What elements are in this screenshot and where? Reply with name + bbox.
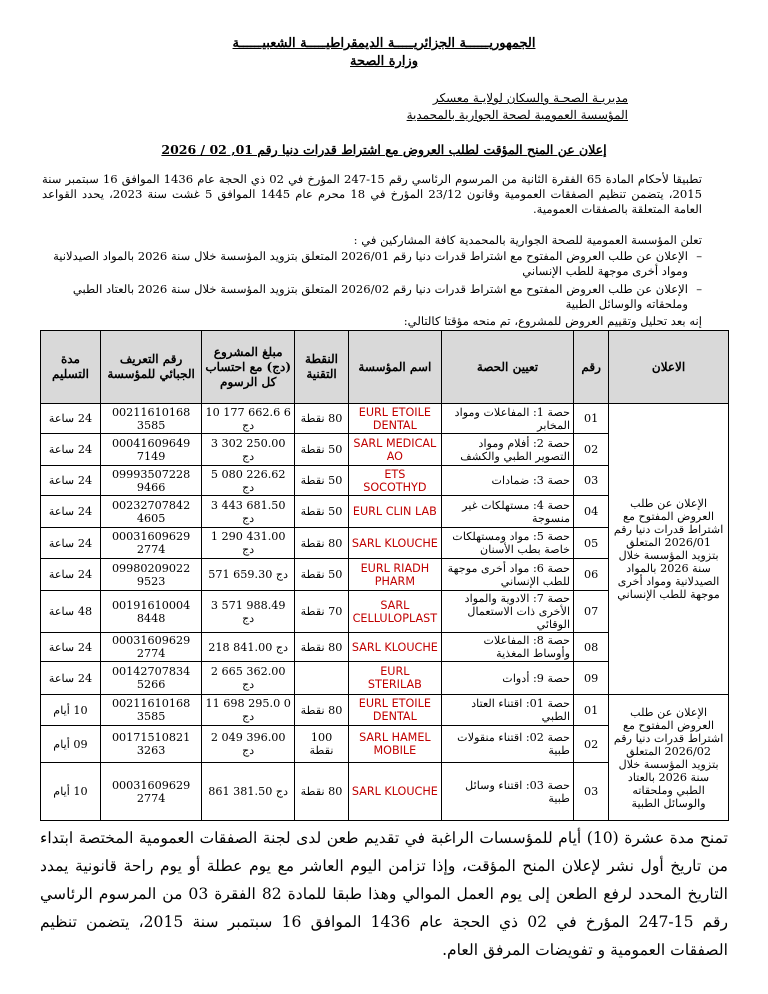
row-number: 03	[574, 466, 609, 496]
technical-score: 100 نقطة	[295, 726, 349, 763]
project-amount: 3 302 250.00 دج	[202, 434, 295, 466]
row-number: 09	[574, 662, 609, 695]
table-header-row	[41, 331, 729, 404]
lot-designation: حصة 8: المفاعلات وأوساط المغذية	[441, 633, 573, 662]
technical-score: 80 نقطة	[295, 633, 349, 662]
project-amount: 11 698 295.0 0 دج	[202, 695, 295, 726]
tax-id: 00031609629 2774	[100, 763, 201, 821]
technical-score: 80 نقطة	[295, 695, 349, 726]
tax-id: 00211610168 3585	[100, 695, 201, 726]
row-number: 01	[574, 695, 609, 726]
technical-score: 80 نقطة	[295, 404, 349, 434]
bullet-dash-icon: –	[696, 282, 702, 296]
row-number: 07	[574, 591, 609, 633]
company-name: EURL CLIN LAB	[348, 496, 441, 528]
delivery-time: 24 ساعة	[41, 434, 101, 466]
technical-score: 50 نقطة	[295, 496, 349, 528]
project-amount: 861 381.50 دج	[202, 763, 295, 821]
delivery-time: 10 أيام	[41, 763, 101, 821]
project-amount: 2 049 396.00 دج	[202, 726, 295, 763]
row-number: 02	[574, 434, 609, 466]
award-table	[40, 330, 729, 821]
technical-score: 80 نقطة	[295, 528, 349, 559]
delivery-time: 09 أيام	[41, 726, 101, 763]
row-number: 05	[574, 528, 609, 559]
project-amount: 3 571 988.49 دج	[202, 591, 295, 633]
tax-id: 09993507228 9466	[100, 466, 201, 496]
delivery-time: 24 ساعة	[41, 528, 101, 559]
lot-designation: حصة 6: مواد أخرى موجهة للطب الإنساني	[441, 559, 573, 591]
ministry-heading: وزارة الصحة	[350, 54, 418, 69]
lot-designation: حصة 02: اقتناء منقولات طبية	[441, 726, 573, 763]
row-number: 08	[574, 633, 609, 662]
project-amount: 218 841.00 دج	[202, 633, 295, 662]
tax-id: 00232707842 4605	[100, 496, 201, 528]
institution-line: المؤسسة العمومية لصحة الجوارية بالمحمدية	[406, 108, 628, 122]
project-amount: 10 177 662.6 6 دج	[202, 404, 295, 434]
table-row	[41, 404, 729, 434]
header-delivery: مدة التسليم	[41, 331, 101, 404]
project-amount: 3 443 681.50 دج	[202, 496, 295, 528]
table-row	[41, 695, 729, 726]
company-name: SARL KLOUCHE	[348, 763, 441, 821]
technical-score: 80 نقطة	[295, 763, 349, 821]
announcement-cell: الإعلان عن طلب العروض المفتوح مع اشتراط قدرات دنيا رقم 2026/01 المتعلق بتزويد المؤسسة خلال سنة 2026 بالمواد الصيدلانية ومواد أخرى موجهة للطب الإنساني	[609, 404, 729, 695]
row-number: 04	[574, 496, 609, 528]
header-nif: رقم التعريف الجبائي للمؤسسة	[100, 331, 201, 404]
company-name: SARL HAMEL MOBILE	[348, 726, 441, 763]
evaluation-line: إنه بعد تحليل وتقييم العروض للمشروع، تم منحه مؤقتا كالتالي:	[403, 314, 702, 328]
delivery-time: 24 ساعة	[41, 633, 101, 662]
tax-id: 00142707834 5266	[100, 662, 201, 695]
lot-designation: حصة 03: اقتناء وسائل طبية	[441, 763, 573, 821]
header-announcement: الاعلان	[609, 331, 729, 404]
header-score: النقطة التقنية	[295, 331, 349, 404]
lot-designation: حصة 7: الادوية والمواد الأخرى ذات الاستعمال الوقائي	[441, 591, 573, 633]
republic-heading: الجمهوريــــــة الجزائريـــــة الديمقراطيـــــة الشعبيــــــة	[232, 36, 536, 51]
bullet-item	[42, 282, 702, 312]
delivery-time: 24 ساعة	[41, 466, 101, 496]
header-lot: تعيين الحصة	[441, 331, 573, 404]
tax-id: 00031609629 2774	[100, 633, 201, 662]
delivery-time: 24 ساعة	[41, 404, 101, 434]
company-name: SARL CELLULOPLAST	[348, 591, 441, 633]
tax-id: 00041609649 7149	[100, 434, 201, 466]
lot-designation: حصة 01: اقتناء العتاد الطبي	[441, 695, 573, 726]
tax-id: 00031609629 2774	[100, 528, 201, 559]
tax-id: 00171510821 3263	[100, 726, 201, 763]
bullet-text: الإعلان عن طلب العروض المفتوح مع اشتراط قدرات دنيا رقم 2026/02 المتعلق بتزويد المؤسسة خلال سنة 2026 بالعتاد الطبي وملحقاته والوسائل الطبية	[72, 282, 688, 311]
company-name: EURL STERILAB	[348, 662, 441, 695]
project-amount: 571 659.30 دج	[202, 559, 295, 591]
project-amount: 5 080 226.62 دج	[202, 466, 295, 496]
company-name: SARL MEDICAL AO	[348, 434, 441, 466]
company-name: SARL KLOUCHE	[348, 528, 441, 559]
appeal-notice: تمنح مدة عشرة (10) أيام للمؤسسات الراغبة في تقديم طعن لدى لجنة الصفقات العمومية المختصة ابتداء من تاريخ أول نشر لإعلان المنح المؤقت، وإذا تزامن اليوم العاشر مع يوم عطلة أو يوم راحة قانونية يمدد التاريخ المحدد لرفع الطعن إلى يوم العمل الموالي وهذا طبقا للمادة 82 الفقرة 03 من المرسوم الرئاسي رقم 15-247 المؤرخ في 02 ذي الحجة عام 1436 الموافق 16 سبتمبر سنة 2015، يتضمن تنظيم الصفقات العمومية و تفويضات المرفق العام.	[40, 829, 728, 959]
company-name: SARL KLOUCHE	[348, 633, 441, 662]
tax-id: 00191610004 8448	[100, 591, 201, 633]
lot-designation: حصة 2: أفلام ومواد التصوير الطبي والكشف	[441, 434, 573, 466]
lot-designation: حصة 5: مواد ومستهلكات خاصة بطب الأسنان	[441, 528, 573, 559]
company-name: EURL ETOILE DENTAL	[348, 695, 441, 726]
delivery-time: 48 ساعة	[41, 591, 101, 633]
header-company: اسم المؤسسة	[348, 331, 441, 404]
technical-score: 70 نقطة	[295, 591, 349, 633]
row-number: 02	[574, 726, 609, 763]
delivery-time: 24 ساعة	[41, 662, 101, 695]
announcement-cell: الإعلان عن طلب العروض المفتوح مع اشتراط قدرات دنيا رقم 2026/02 المتعلق بتزويد المؤسسة خلال سنة 2026 بالعتاد الطبي وملحقاته والوسائل الطبية	[609, 695, 729, 821]
header-number: رقم	[574, 331, 609, 404]
lot-designation: حصة 1: المفاعلات ومواد المخابر	[441, 404, 573, 434]
lot-designation: حصة 4: مستهلكات غير منسوجة	[441, 496, 573, 528]
row-number: 03	[574, 763, 609, 821]
announcement-title: إعلان عن المنح المؤقت لطلب العروض مع اشتراط قدرات دنيا رقم 01, 02 / 2026	[161, 142, 607, 157]
bullet-item	[42, 249, 702, 279]
delivery-time: 10 أيام	[41, 695, 101, 726]
lot-designation: حصة 3: ضمادات	[441, 466, 573, 496]
company-name: ETS SOCOTHYD	[348, 466, 441, 496]
row-number: 06	[574, 559, 609, 591]
company-name: EURL ETOILE DENTAL	[348, 404, 441, 434]
intro-paragraph: تطبيقا لأحكام المادة 65 الفقرة الثانية من المرسوم الرئاسي رقم 15-247 المؤرخ في 02 ذي الحجة عام 1436 الموافق 16 سبتمبر سنة 2015، يتضمن تنظيم الصفقات العمومية وقانون 23/12 المؤرخ في 18 محرم عام 1445 الموافق 5 غشت سنة 2023، يحدد القواعد العامة المتعلقة بالصفقات العمومية.	[42, 172, 703, 216]
project-amount: 2 665 362.00 دج	[202, 662, 295, 695]
technical-score	[295, 662, 349, 695]
technical-score: 50 نقطة	[295, 434, 349, 466]
bullet-text: الإعلان عن طلب العروض المفتوح مع اشتراط قدرات دنيا رقم 2026/01 المتعلق بتزويد المؤسسة خلال سنة 2026 بالمواد الصيدلانية ومواد أخرى موجهة للطب الإنساني	[53, 249, 688, 278]
lot-designation: حصة 9: أدوات	[441, 662, 573, 695]
delivery-time: 24 ساعة	[41, 559, 101, 591]
row-number: 01	[574, 404, 609, 434]
tax-id: 09980209022 9523	[100, 559, 201, 591]
delivery-time: 24 ساعة	[41, 496, 101, 528]
inform-line: تعلن المؤسسة العمومية للصحة الجوارية بالمحمدية كافة المشاركين في :	[353, 233, 702, 247]
technical-score: 50 نقطة	[295, 466, 349, 496]
company-name: EURL RIADH PHARM	[348, 559, 441, 591]
technical-score: 50 نقطة	[295, 559, 349, 591]
project-amount: 1 290 431.00 دج	[202, 528, 295, 559]
bullet-dash-icon: –	[696, 249, 702, 263]
tax-id: 00211610168 3585	[100, 404, 201, 434]
directorate-line: مديريـة الصحـة والسكان لولايـة معسكر	[432, 91, 628, 105]
header-amount: مبلغ المشروع (دج) مع احتساب كل الرسوم	[202, 331, 295, 404]
